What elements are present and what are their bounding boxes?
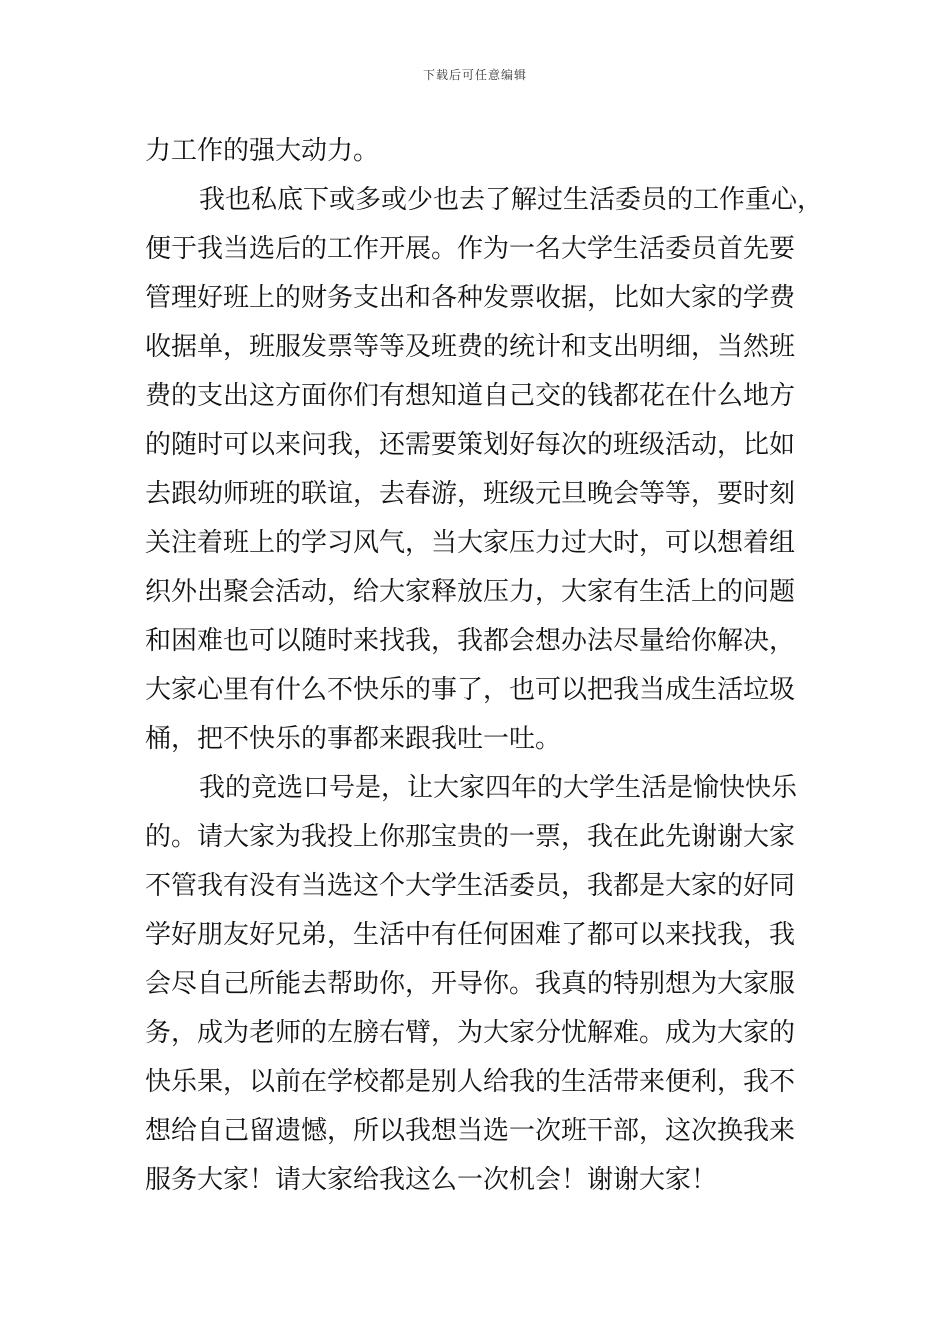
text-line: 想给自己留遗憾，所以我想当选一次班干部，这次换我来 [145,1116,796,1146]
text-line: 关注着班上的学习风气，当大家压力过大时，可以想着组 [145,528,796,558]
text-line: 服务大家！请大家给我这么一次机会！谢谢大家！ [145,1165,718,1195]
text-line: 和困难也可以随时来找我，我都会想办法尽量给你解决， [145,626,796,656]
text-line: 费的支出这方面你们有想知道自己交的钱都花在什么地方 [145,381,796,411]
text-line: 桶，把不快乐的事都来跟我吐一吐。 [145,724,562,754]
text-line: 务，成为老师的左膀右臂，为大家分忧解难。成为大家的 [145,1018,796,1048]
text-line: 的。请大家为我投上你那宝贵的一票，我在此先谢谢大家 [145,822,796,852]
text-line: 的随时可以来问我，还需要策划好每次的班级活动，比如 [145,430,796,460]
text-line: 织外出聚会活动，给大家释放压力，大家有生活上的问题 [145,577,796,607]
text-line: 不管我有没有当选这个大学生活委员，我都是大家的好同 [145,871,796,901]
text-line: 快乐果，以前在学校都是别人给我的生活带来便利，我不 [145,1067,796,1097]
page-header: 下载后可任意编辑 [422,68,527,82]
text-line: 去跟幼师班的联谊，去春游，班级元旦晚会等等，要时刻 [145,479,796,509]
text-line: 收据单，班服发票等等及班费的统计和支出明细，当然班 [145,332,796,362]
text-line: 学好朋友好兄弟，生活中有任何困难了都可以来找我，我 [145,920,796,950]
text-line: 便于我当选后的工作开展。作为一名大学生活委员首先要 [145,234,796,264]
text-line: 会尽自己所能去帮助你，开导你。我真的特别想为大家服 [145,969,796,999]
paragraph-start-line: 我的竞选口号是，让大家四年的大学生活是愉快快乐 [199,773,798,803]
text-line: 管理好班上的财务支出和各种发票收据，比如大家的学费 [145,283,796,313]
paragraph-start-line: 我也私底下或多或少也去了解过生活委员的工作重心， [199,185,824,215]
document-body [145,127,825,1205]
text-line: 力工作的强大动力。 [145,136,380,166]
text-line: 大家心里有什么不快乐的事了，也可以把我当成生活垃圾 [145,675,796,705]
